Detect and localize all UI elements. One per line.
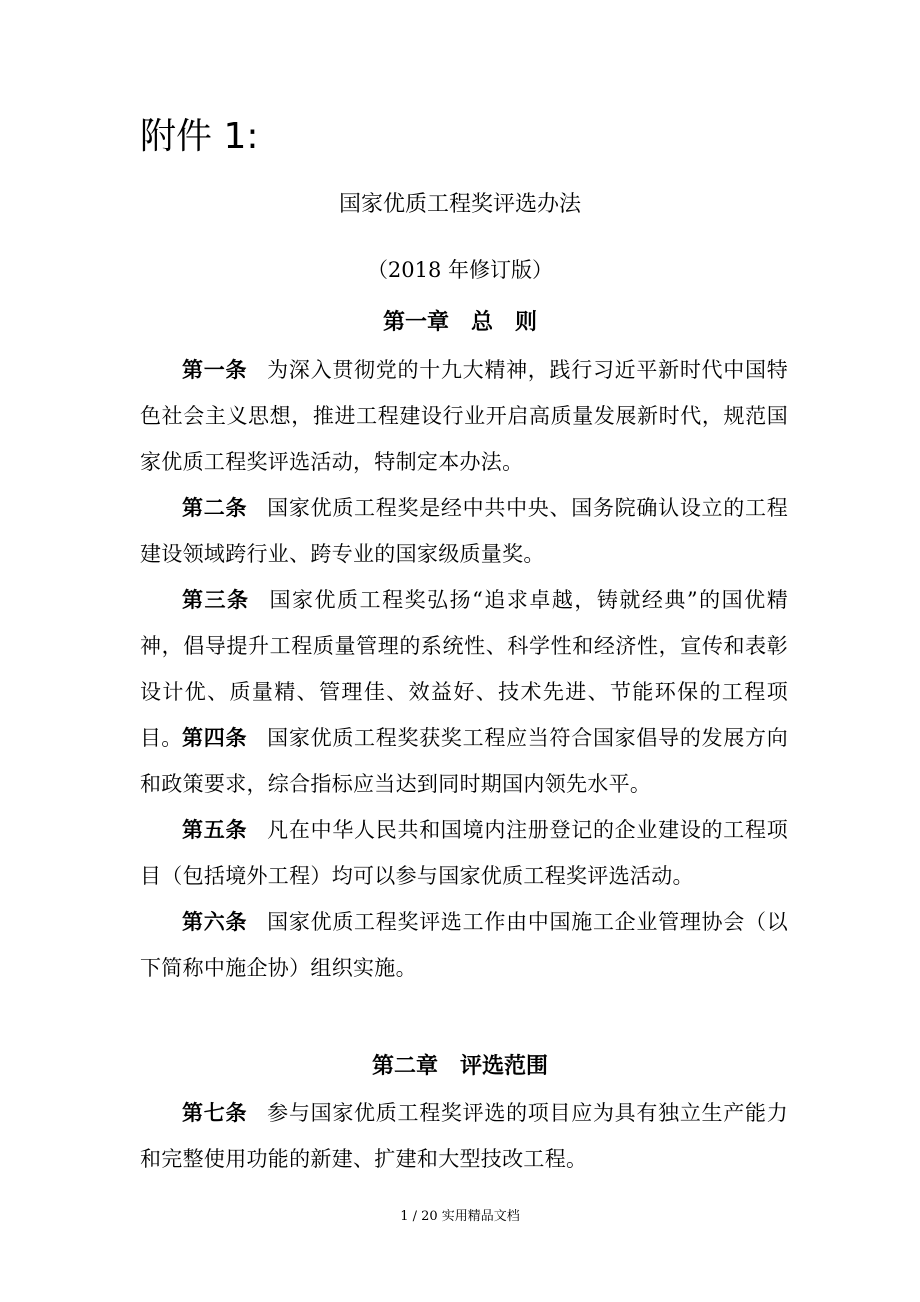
article-label: 第二条 (182, 496, 248, 520)
chapter-1-heading (0, 308, 920, 338)
article-label: 第四条 (182, 726, 248, 750)
article-label: 第三条 (182, 588, 250, 612)
article-label: 第五条 (182, 818, 248, 842)
chapter-number: 第二章 (371, 1054, 438, 1079)
chapter-name: 评选范围 (460, 1054, 549, 1079)
article-label: 第七条 (182, 1101, 248, 1125)
article-text: 国家优质工程奖获奖工程应当符合国家倡导的发展方向和政策要求，综合指标应当达到同时期国内领先水平。 (140, 726, 789, 796)
article-text: 国家优质工程奖是经中共中央、国务院确认设立的工程建设领域跨行业、跨专业的国家级质量奖。 (140, 496, 789, 566)
article-1 (140, 347, 788, 485)
page-footer: 1 / 20 实用精品文档 (400, 1209, 520, 1224)
attachment-label: 附件 1: (140, 116, 259, 157)
chapter-name: 总 则 (471, 310, 538, 335)
article-4 (140, 715, 788, 807)
document-title: 国家优质工程奖评选办法 (338, 192, 581, 217)
chapter-2-heading (0, 1052, 920, 1082)
article-text: 凡在中华人民共和国境内注册登记的企业建设的工程项目（包括境外工程）均可以参与国家优质工程奖评选活动。 (140, 818, 789, 888)
article-2 (140, 485, 788, 577)
article-6 (140, 899, 788, 991)
article-text: 为深入贯彻党的十九大精神，践行习近平新时代中国特色社会主义思想，推进工程建设行业开启高质量发展新时代，规范国家优质工程奖评选活动，特制定本办法。 (140, 358, 789, 474)
article-label: 第六条 (182, 910, 248, 934)
article-text: 参与国家优质工程奖评选的项目应为具有独立生产能力和完整使用功能的新建、扩建和大型技改工程。 (140, 1101, 789, 1171)
article-text: 国家优质工程奖弘扬“追求卓越，铸就经典”的国优精神，倡导提升工程质量管理的系统性、科学性和经济性，宣传和表彰设计优、质量精、管理佳、效益好、技术先进、节能环保的工程项目。 (140, 588, 788, 750)
article-7 (140, 1090, 788, 1182)
article-label: 第一条 (182, 358, 248, 382)
article-text: 国家优质工程奖评选工作由中国施工企业管理协会（以下简称中施企协）组织实施。 (140, 910, 789, 980)
chapter-number: 第一章 (382, 310, 449, 335)
document-subtitle: （2018 年修订版） (366, 258, 554, 282)
article-5 (140, 807, 788, 899)
